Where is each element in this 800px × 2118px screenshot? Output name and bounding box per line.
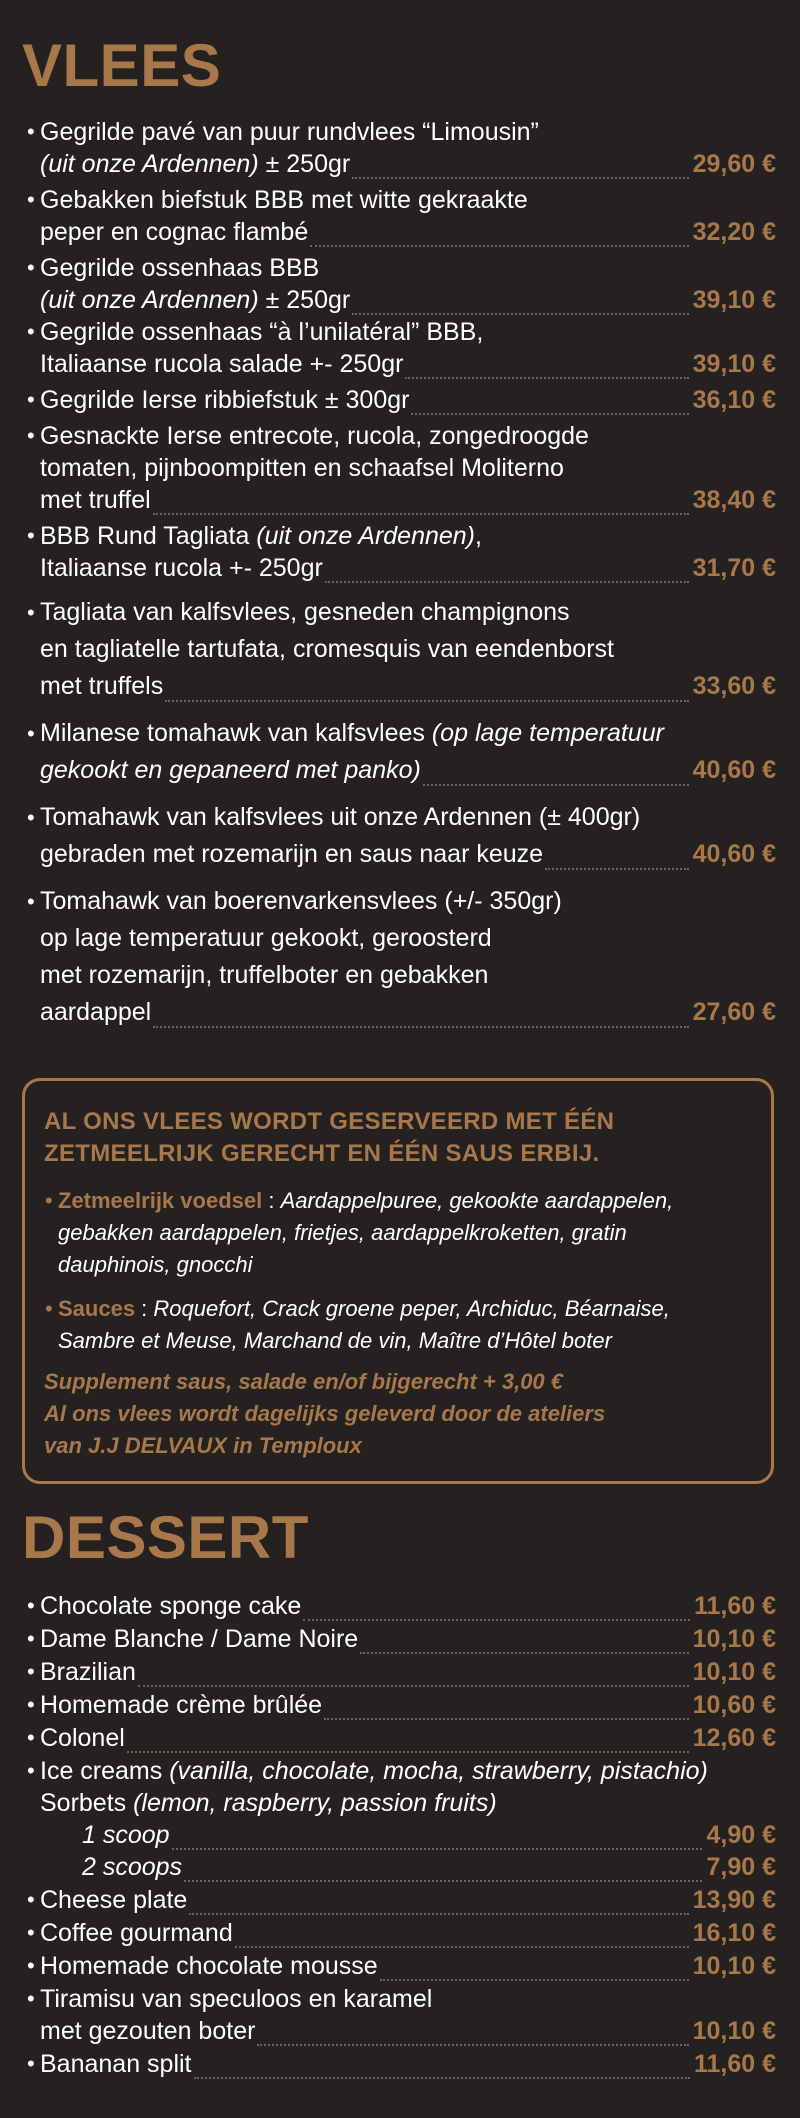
item-price: 4,90 € (706, 1821, 776, 1849)
item-text (40, 1884, 187, 1916)
dot-leader (153, 493, 689, 515)
dot-leader (153, 1006, 688, 1028)
dot-leader (324, 1698, 689, 1720)
menu-item (40, 116, 776, 180)
item-line (40, 384, 776, 416)
sauce-text: Sambre et Meuse, Marchand de vin, Maître d’Hôtel boter (58, 1328, 612, 1353)
item-line (40, 631, 776, 668)
item-text: Chocolate sponge cake (40, 1592, 302, 1620)
item-price: 38,40 € (692, 486, 776, 514)
item-text: (uit onze Ardennen) (256, 522, 476, 550)
dot-leader (257, 2024, 688, 2046)
item-line (40, 148, 776, 180)
menu-item (40, 420, 776, 516)
sauce-options: • Sauces : Roquefort, Crack groene peper, Archiduc, Béarnaise, Sambre et Meuse, Marchand de vin, Maître d’Hôtel boter (58, 1293, 748, 1357)
item-line (40, 836, 776, 873)
item-text (40, 552, 323, 584)
menu-item (40, 883, 776, 1031)
menu-item (40, 1917, 776, 1949)
item-text: (uit onze Ardennen) (40, 286, 259, 314)
starch-text: dauphinois, gnocchi (58, 1252, 253, 1277)
menu-item (40, 252, 776, 316)
item-line (40, 1722, 776, 1754)
menu-item (40, 184, 776, 248)
item-price: 33,60 € (692, 672, 776, 700)
menu-item (40, 2048, 776, 2080)
dot-leader (138, 1665, 689, 1687)
item-text: Gebakken biefstuk BBB met witte gekraakte (40, 186, 528, 214)
item-text (40, 668, 163, 705)
item-line (40, 715, 776, 752)
item-line (40, 1917, 776, 1949)
menu-item (40, 1623, 776, 1655)
section-title-vlees: VLEES (22, 32, 222, 99)
item-price: 39,10 € (692, 286, 776, 314)
item-line (40, 316, 776, 348)
item-price: 32,20 € (692, 218, 776, 246)
item-text (40, 348, 403, 380)
item-line (40, 2015, 776, 2047)
item-text: (uit onze Ardennen) (40, 150, 259, 178)
item-line (40, 752, 776, 789)
item-price: 10,60 € (692, 1691, 776, 1719)
item-line (40, 920, 776, 957)
item-text (40, 484, 151, 516)
item-text: met truffel (40, 486, 151, 514)
supplement-note (44, 1366, 744, 1462)
item-text: tomaten, pijnboompitten en schaafsel Moliterno (40, 454, 564, 482)
dot-leader (194, 2057, 690, 2079)
item-line (40, 284, 776, 316)
item-price: 29,60 € (692, 150, 776, 178)
starch-options: • Zetmeelrijk voedsel : Aardappelpuree, gekookte aardappelen, gebakken aardappelen, frietjes, aardappelkroketten, gratin dauphinois, gnocchi (58, 1185, 748, 1281)
starch-label: Zetmeelrijk voedsel (58, 1188, 263, 1213)
menu-item (40, 1950, 776, 1982)
section-title-dessert: DESSERT (22, 1504, 309, 1571)
dot-leader (423, 764, 689, 786)
item-line (40, 420, 776, 452)
item-text: Tagliata van kalfsvlees, gesneden champignons (40, 598, 570, 626)
item-text (40, 148, 350, 180)
dot-leader (310, 225, 688, 247)
dessert-menu-list (40, 1590, 776, 2080)
item-line (40, 1755, 776, 1787)
item-text: Tomahawk van kalfsvlees uit onze Ardennen (± 400gr) (40, 803, 641, 831)
menu-item (40, 520, 776, 584)
menu-item (40, 1656, 776, 1688)
item-price: 10,10 € (692, 1952, 776, 1980)
item-text: Tiramisu van speculoos en karamel (40, 1985, 433, 2013)
item-line (40, 216, 776, 248)
item-line (40, 116, 776, 148)
item-line (40, 1787, 776, 1819)
item-line (40, 1623, 776, 1655)
sauce-text: Roquefort, Crack groene peper, Archiduc, Béarnaise, (153, 1296, 670, 1321)
item-text (40, 216, 308, 248)
item-text: BBB Rund Tagliata (40, 522, 257, 550)
item-text: Gesnackte Ierse entrecote, rucola, zongedroogde (40, 422, 589, 450)
item-line (40, 1819, 776, 1851)
starch-text: gebakken aardappelen, frietjes, aardappelkroketten, gratin (58, 1220, 627, 1245)
item-text: peper en cognac flambé (40, 218, 309, 246)
item-price: 36,10 € (692, 386, 776, 414)
item-text (82, 1819, 170, 1851)
item-text: (vanilla, chocolate, mocha, strawberry, pistachio) (169, 1757, 708, 1785)
dot-leader (325, 561, 689, 583)
item-text (40, 284, 350, 316)
item-price: 10,10 € (692, 1625, 776, 1653)
dot-leader (405, 357, 688, 379)
item-text: gebraden met rozemarijn en saus naar keuze (40, 840, 544, 868)
item-text: Gegrilde ossenhaas “à l’unilatéral” BBB, (40, 318, 484, 346)
item-price: 40,60 € (692, 756, 776, 784)
item-price: 10,10 € (692, 2017, 776, 2045)
item-price: 31,70 € (692, 554, 776, 582)
item-text: , (475, 522, 482, 550)
item-line (40, 994, 776, 1031)
item-text: Ice creams (40, 1757, 170, 1785)
item-text: Coffee gourmand (40, 1919, 233, 1947)
dot-leader (235, 1926, 689, 1948)
item-text: (lemon, raspberry, passion fruits) (133, 1789, 497, 1817)
item-text (40, 836, 543, 873)
item-text: aardappel (40, 998, 152, 1026)
dot-leader (165, 680, 688, 702)
item-line (40, 957, 776, 994)
item-text: Milanese tomahawk van kalfsvlees (40, 719, 432, 747)
item-line (40, 1656, 776, 1688)
item-line (40, 252, 776, 284)
item-price: 12,60 € (692, 1724, 776, 1752)
item-text (40, 1689, 322, 1721)
dot-leader (189, 1893, 688, 1915)
item-text: (op lage temperatuur (431, 719, 664, 747)
starch-text: Aardappelpuree, gekookte aardappelen, (280, 1188, 674, 1213)
item-text: op lage temperatuur gekookt, geroosterd (40, 924, 492, 952)
item-text (40, 1656, 136, 1688)
dot-leader (127, 1731, 689, 1753)
info-box (22, 1078, 774, 1484)
item-text (40, 994, 151, 1031)
item-text: Tomahawk van boerenvarkensvlees (+/- 350gr) (40, 887, 562, 915)
dot-leader (411, 393, 688, 415)
separator: : (135, 1296, 154, 1321)
item-line (40, 184, 776, 216)
item-price: 11,60 € (693, 1592, 776, 1620)
item-line (40, 1983, 776, 2015)
menu-item (40, 1884, 776, 1916)
sauce-label: Sauces (58, 1296, 136, 1321)
item-price: 13,90 € (692, 1886, 776, 1914)
item-text: Italiaanse rucola salade +- 250gr (40, 350, 404, 378)
item-text: met truffels (40, 672, 164, 700)
dot-leader (303, 1599, 690, 1621)
item-text: gekookt en gepaneerd met panko) (40, 756, 421, 784)
vlees-menu-list (40, 116, 776, 1031)
item-price: 16,10 € (692, 1919, 776, 1947)
item-line (40, 799, 776, 836)
item-line (40, 520, 776, 552)
item-text: ± 250gr (258, 150, 351, 178)
item-text (40, 2015, 255, 2047)
scoop-label: 2 scoops (82, 1853, 183, 1881)
item-line (40, 1884, 776, 1916)
item-text: Gegrilde Ierse ribbiefstuk ± 300gr (40, 386, 410, 414)
scoop-label: 1 scoop (82, 1821, 170, 1849)
item-line (40, 1950, 776, 1982)
item-price: 7,90 € (706, 1853, 776, 1881)
dot-leader (352, 293, 688, 315)
item-price: 40,60 € (692, 840, 776, 868)
item-text: ± 250gr (258, 286, 351, 314)
menu-item (40, 1590, 776, 1622)
supplier-line: Al ons vlees wordt dagelijks geleverd door de ateliers (44, 1401, 606, 1426)
supplement-line: Supplement saus, salade en/of bijgerecht + 3,00 € (44, 1369, 564, 1394)
menu-item (40, 316, 776, 380)
item-text (40, 2048, 192, 2080)
item-text (40, 1950, 378, 1982)
item-line (40, 452, 776, 484)
item-line (40, 1851, 776, 1883)
item-line (40, 552, 776, 584)
menu-item (40, 384, 776, 416)
item-text: Italiaanse rucola +- 250gr (40, 554, 323, 582)
menu-item (40, 715, 776, 789)
item-text: met gezouten boter (40, 2017, 256, 2045)
item-price: 27,60 € (692, 998, 776, 1026)
item-price: 10,10 € (692, 1658, 776, 1686)
item-text: met rozemarijn, truffelboter en gebakken (40, 961, 489, 989)
item-text (40, 1722, 125, 1754)
dot-leader (352, 157, 688, 179)
item-text: Bananan split (40, 2050, 192, 2078)
item-text: Gegrilde pavé van puur rundvlees “Limousin” (40, 118, 539, 146)
menu-item (40, 1755, 776, 1883)
item-text (40, 1590, 301, 1622)
item-text: Colonel (40, 1724, 125, 1752)
item-text: en tagliatelle tartufata, cromesquis van eendenborst (40, 635, 614, 663)
info-heading-line: AL ONS VLEES WORDT GESERVEERD MET ÉÉN (44, 1108, 615, 1135)
item-text (40, 752, 421, 789)
item-text: Brazilian (40, 1658, 136, 1686)
menu-item (40, 1689, 776, 1721)
item-text (82, 1851, 182, 1883)
menu-item (40, 799, 776, 873)
menu-item (40, 1983, 776, 2047)
item-text: Homemade crème brûlée (40, 1691, 323, 1719)
item-text: Sorbets (40, 1789, 134, 1817)
item-text (40, 1623, 358, 1655)
info-heading (44, 1106, 744, 1170)
item-line (40, 1689, 776, 1721)
item-line (40, 668, 776, 705)
item-text: Cheese plate (40, 1886, 188, 1914)
item-price: 11,60 € (693, 2050, 776, 2078)
item-text: Dame Blanche / Dame Noire (40, 1625, 359, 1653)
item-price: 39,10 € (692, 350, 776, 378)
item-line (40, 484, 776, 516)
item-text (40, 384, 409, 416)
separator: : (262, 1188, 281, 1213)
dot-leader (545, 848, 689, 870)
info-heading-line: ZETMEELRIJK GERECHT EN ÉÉN SAUS ERBIJ. (44, 1140, 600, 1167)
dot-leader (172, 1828, 703, 1850)
item-text: Gegrilde ossenhaas BBB (40, 254, 320, 282)
item-line (40, 348, 776, 380)
item-line (40, 1590, 776, 1622)
dot-leader (184, 1860, 702, 1882)
menu-item (40, 594, 776, 705)
item-text (40, 1917, 233, 1949)
dot-leader (380, 1959, 689, 1981)
item-line (40, 883, 776, 920)
item-line (40, 594, 776, 631)
item-text: Homemade chocolate mousse (40, 1952, 378, 1980)
item-line (40, 2048, 776, 2080)
dot-leader (360, 1632, 688, 1654)
supplier-line: van J.J DELVAUX in Temploux (44, 1433, 362, 1458)
menu-item (40, 1722, 776, 1754)
